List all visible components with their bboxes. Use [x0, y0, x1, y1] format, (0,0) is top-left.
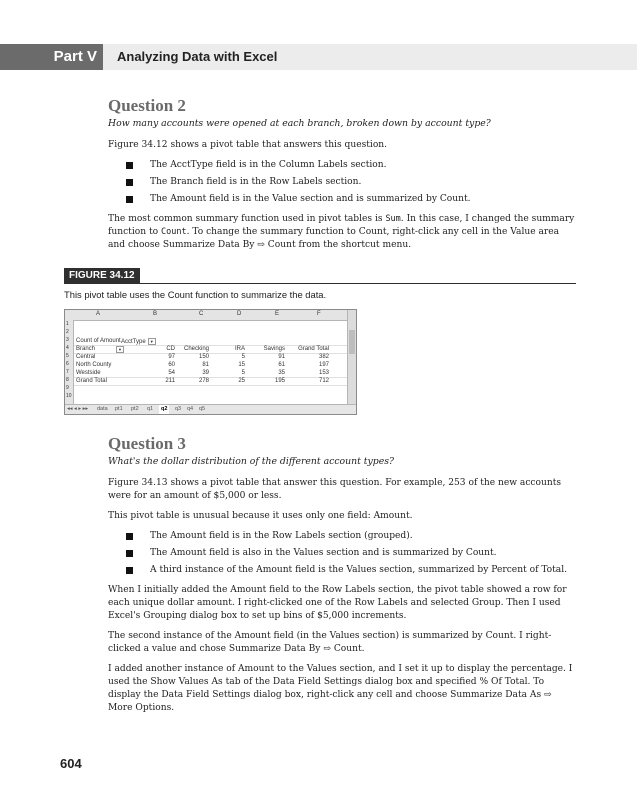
question-2-intro: Figure 34.12 shows a pivot table that answers this question.: [108, 140, 388, 150]
chevron-down-icon[interactable]: ▼: [148, 338, 156, 345]
text-run: . To change the summary function to Count, right-click any cell in the Value area and choose Summarize Data By ⇨ Count from the shortcut menu.: [108, 227, 560, 250]
column-letter: A: [96, 311, 101, 317]
value-cell: 91: [278, 354, 285, 360]
value-cell: 25: [238, 378, 245, 384]
code-count: Count: [160, 227, 187, 237]
bullet-item: The Amount field is also in the Values section and is summarized by Count.: [108, 547, 576, 560]
value-cell: 153: [318, 370, 329, 376]
value-cell: 712: [318, 378, 329, 384]
tab-pt1[interactable]: pt1: [115, 406, 123, 412]
question-3-paragraph: The second instance of the Amount field (in the Values section) is summarized by Count. I right-clicked a value and chose Summarize Data By ⇨ Count.: [108, 631, 552, 654]
question-3-section: [108, 434, 576, 722]
tab-q5[interactable]: q5: [199, 406, 206, 412]
value-cell: 61: [278, 362, 285, 368]
row-label: Central: [76, 354, 96, 360]
column-letter: C: [199, 311, 204, 317]
question-3-title: Question 3: [108, 434, 186, 453]
vertical-scrollbar[interactable]: [347, 310, 356, 404]
text-run: . In this case, I changed the summary function to: [108, 214, 575, 237]
question-2-subtitle: How many accounts were opened at each branch, broken down by account type?: [108, 118, 491, 129]
cell-text: AcctType: [121, 339, 146, 346]
header-cell: IRA: [234, 346, 245, 352]
column-letter: D: [237, 311, 242, 317]
value-cell: 211: [165, 378, 175, 384]
value-cell: 197: [318, 362, 329, 368]
value-cell: 278: [198, 378, 209, 384]
value-cell: 195: [274, 378, 285, 384]
column-letter: B: [153, 311, 158, 317]
question-3-paragraph: When I initially added the Amount field to the Row Labels section, the pivot table showed a row for each unique dollar amount. I right-clicked one of the Row Labels and selected Group. Then I used Excel's Grouping dialog box to set up bins of $5,000 increments.: [108, 585, 567, 621]
header-cell: Grand Total: [298, 346, 329, 352]
scroll-thumb[interactable]: [349, 330, 355, 354]
row-number: 3: [66, 337, 69, 343]
bullet-item: The Branch field is in the Row Labels section.: [108, 176, 576, 189]
tab-nav-arrows-icon[interactable]: ◂◂ ◂ ▸ ▸▸: [67, 406, 89, 412]
row-number: 4: [66, 345, 69, 351]
bullet-item: A third instance of the Amount field is the Values section, summarized by Percent of Total.: [108, 564, 576, 577]
figure-caption: This pivot table uses the Count function to summarize the data.: [64, 289, 327, 300]
part-label: Part V: [0, 44, 103, 70]
tab-pt2[interactable]: pt2: [131, 406, 139, 412]
value-cell: 35: [278, 370, 285, 376]
page-number: 604: [60, 756, 82, 771]
header-cell: Checking: [183, 346, 209, 352]
header-title: Analyzing Data with Excel: [117, 49, 278, 64]
row-divider: [74, 385, 348, 386]
row-label: Westside: [76, 370, 101, 376]
bullet-item: The AcctType field is in the Column Labels section.: [108, 159, 576, 172]
sheet-tab-bar: [65, 404, 356, 414]
spreadsheet-screenshot: [64, 309, 357, 415]
question-3-bullets: [108, 530, 576, 577]
tab-q3[interactable]: q3: [175, 406, 182, 412]
column-letter: E: [275, 311, 280, 317]
row-headers: [65, 320, 74, 404]
value-cell: 54: [168, 370, 175, 376]
row-label: Grand Total: [76, 378, 107, 384]
question-2-section: [108, 96, 576, 259]
tab-q1[interactable]: q1: [147, 406, 154, 412]
column-headers: [65, 310, 348, 321]
value-cell: 5: [241, 370, 245, 376]
text-run: The most common summary function used in pivot tables is: [108, 214, 386, 224]
question-2-paragraph: [108, 213, 576, 252]
value-cell: 150: [198, 354, 209, 360]
question-3-paragraph: This pivot table is unusual because it uses only one field: Amount.: [108, 511, 413, 521]
row-number: 9: [66, 385, 69, 391]
value-cell: 382: [318, 354, 329, 360]
row-number: 7: [66, 369, 69, 375]
question-3-subtitle: What's the dollar distribution of the different account types?: [108, 456, 394, 467]
question-2-bullets: [108, 159, 576, 206]
tab-data[interactable]: data: [97, 406, 108, 412]
row-number: 8: [66, 377, 69, 383]
figure-rule: [64, 283, 576, 284]
code-sum: Sum: [385, 214, 401, 224]
chevron-down-icon[interactable]: ▼: [116, 346, 124, 353]
row-number: 10: [66, 393, 72, 399]
question-3-paragraph: Figure 34.13 shows a pivot table that answer this question. For example, 253 of the new accounts were for an amount of $5,000 or less.: [108, 478, 562, 501]
tab-q4[interactable]: q4: [187, 406, 194, 412]
cell-text: Branch: [76, 346, 96, 352]
value-cell: 60: [168, 362, 175, 368]
header-cell: Savings: [263, 346, 285, 352]
row-number: 2: [66, 329, 69, 335]
bullet-item: The Amount field is in the Row Labels section (grouped).: [108, 530, 576, 543]
question-3-paragraph: I added another instance of Amount to the Values section, and I set it up to display the percentage. I used the Show Values As tab of the Data Field Settings dialog box and specified % Of Total. To display the Data Field Settings dialog box, right-click any cell and choose Summarize Data As ⇨ More Options.: [108, 664, 573, 713]
question-2-title: Question 2: [108, 96, 186, 115]
pivot-values-label: [76, 338, 121, 344]
value-cell: 39: [202, 370, 209, 376]
cell-text: Count of Amount: [76, 338, 121, 344]
value-cell: 15: [238, 362, 245, 368]
header-cell: CD: [166, 346, 175, 352]
pivot-row-label[interactable]: [76, 346, 95, 352]
row-number: 5: [66, 353, 69, 359]
bullet-item: The Amount field is in the Value section and is summarized by Count.: [108, 193, 576, 206]
tab-q2[interactable]: q2: [161, 406, 168, 412]
row-number: 1: [66, 321, 69, 327]
row-number: 6: [66, 361, 69, 367]
figure-label: FIGURE 34.12: [64, 268, 140, 283]
value-cell: 81: [202, 362, 209, 368]
row-label: North County: [76, 362, 112, 368]
value-cell: 97: [168, 354, 175, 360]
column-letter: F: [317, 311, 321, 317]
value-cell: 5: [241, 354, 245, 360]
